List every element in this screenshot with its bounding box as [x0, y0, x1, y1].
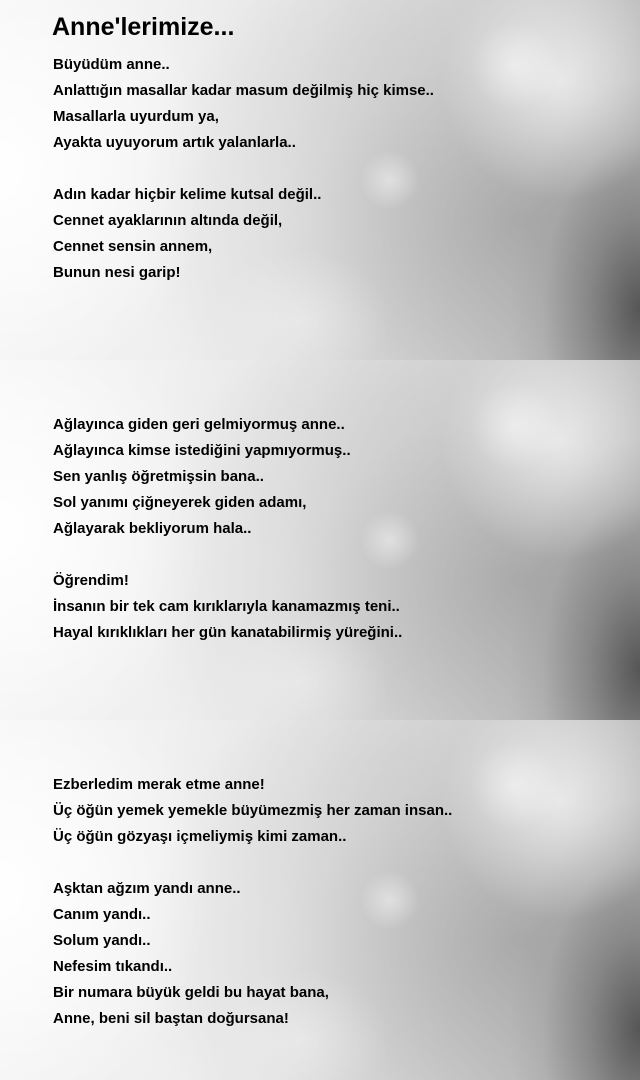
- poem-line: Cennet sensin annem,: [53, 238, 213, 255]
- poem-line: Aşktan ağzım yandı anne..: [53, 880, 241, 897]
- poem-line: Anne, beni sil baştan doğursana!: [53, 1010, 289, 1027]
- stanza-2: [53, 182, 321, 286]
- bokeh-light: [360, 510, 420, 570]
- poem-line: Adın kadar hiçbir kelime kutsal değil..: [53, 186, 322, 203]
- poem-line: Solum yandı..: [53, 932, 151, 949]
- poem-line: Öğrendim!: [53, 572, 129, 589]
- stanza-5: [53, 772, 452, 850]
- bokeh-light: [360, 150, 420, 210]
- stanza-1: [53, 52, 434, 156]
- poem-line: Ezberledim merak etme anne!: [53, 776, 265, 793]
- stanza-3: [53, 412, 351, 542]
- bokeh-light: [360, 870, 420, 930]
- poem-line: Ayakta uyuyorum artık yalanlarla..: [53, 134, 296, 151]
- poem-panel-2: [0, 360, 640, 720]
- poem-line: Üç öğün yemek yemekle büyümezmiş her zaman insan..: [53, 802, 453, 819]
- poem-line: Ağlayınca giden geri gelmiyormuş anne..: [53, 416, 345, 433]
- poem-title: Anne'lerimize...: [52, 13, 235, 41]
- poem-line: Büyüdüm anne..: [53, 56, 170, 73]
- poem-line: Bir numara büyük geldi bu hayat bana,: [53, 984, 329, 1001]
- bokeh-light: [470, 380, 560, 470]
- poem-line: Sen yanlış öğretmişsin bana..: [53, 468, 264, 485]
- stanza-4: [53, 568, 402, 646]
- poem-line: Canım yandı..: [53, 906, 151, 923]
- bokeh-light: [470, 740, 560, 830]
- poem-line: Sol yanımı çiğneyerek giden adamı,: [53, 494, 307, 511]
- stanza-6: [53, 876, 329, 1032]
- poem-line: Bunun nesi garip!: [53, 264, 181, 281]
- bokeh-light: [470, 20, 560, 110]
- poem-line: İnsanın bir tek cam kırıklarıyla kanamazmış teni..: [53, 598, 400, 615]
- poem-line: Nefesim tıkandı..: [53, 958, 173, 975]
- poem-panel-1: [0, 0, 640, 360]
- poem-line: Hayal kırıklıkları her gün kanatabilirmiş yüreğini..: [53, 624, 403, 641]
- poem-line: Üç öğün gözyaşı içmeliymiş kimi zaman..: [53, 828, 347, 845]
- poem-panel-3: [0, 720, 640, 1080]
- poem-line: Anlattığın masallar kadar masum değilmiş hiç kimse..: [53, 82, 434, 99]
- poem-line: Ağlayınca kimse istediğini yapmıyormuş..: [53, 442, 351, 459]
- poem-line: Cennet ayaklarının altında değil,: [53, 212, 283, 229]
- poem-line: Ağlayarak bekliyorum hala..: [53, 520, 252, 537]
- poem-line: Masallarla uyurdum ya,: [53, 108, 219, 125]
